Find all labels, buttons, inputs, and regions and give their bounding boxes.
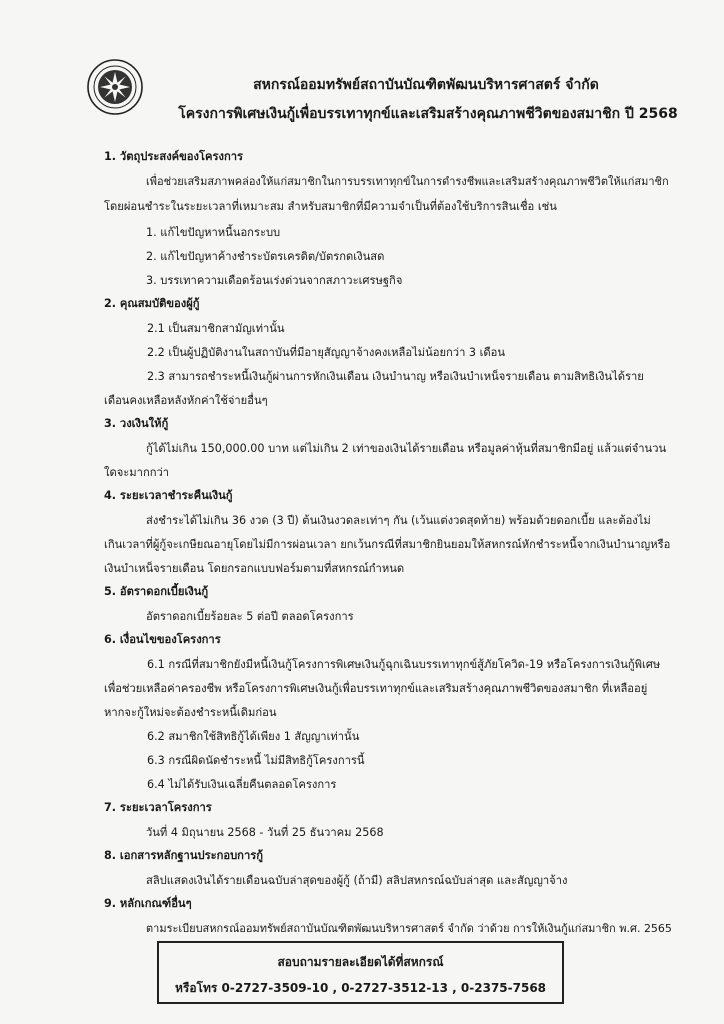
cooperative-seal-logo — [86, 58, 144, 116]
paragraph: วันที่ 4 มิถุนายน 2568 - วันที่ 25 ธันวาคม 2568 — [146, 826, 384, 839]
section-heading: 4. ระยะเวลาชำระคืนเงินกู้ — [104, 489, 233, 502]
list-item: 6.2 สมาชิกใช้สิทธิกู้ได้เพียง 1 สัญญาเท่านั้น — [147, 730, 360, 743]
list-item: 2. แก้ไขปัญหาค้างชำระบัตรเครดิต/บัตรกดเงินสด — [146, 250, 385, 263]
paragraph: ส่งชำระได้ไม่เกิน 36 งวด (3 ปี) ต้นเงินงวดละเท่าๆ กัน (เว้นแต่งวดสุดท้าย) พร้อมด้วยดอกเบี้ย และต้องไม่ — [146, 514, 651, 527]
paragraph: สลิปแสดงเงินได้รายเดือนฉบับล่าสุดของผู้กู้ (ถ้ามี) สลิปสหกรณ์ฉบับล่าสุด และสัญญาจ้าง — [146, 874, 568, 887]
section-heading: 3. วงเงินให้กู้ — [104, 417, 169, 430]
contact-heading: สอบถามรายละเอียดได้ที่สหกรณ์ — [277, 955, 444, 969]
section-heading: 8. เอกสารหลักฐานประกอบการกู้ — [104, 849, 264, 862]
section-heading: 6. เงื่อนไขของโครงการ — [104, 633, 221, 646]
project-title: โครงการพิเศษเงินกู้เพื่อบรรเทาทุกข์และเสริมสร้างคุณภาพชีวิตของสมาชิก ปี 2568 — [178, 106, 678, 122]
paragraph: เดือนคงเหลือหลังหักค่าใช้จ่ายอื่นๆ — [104, 394, 268, 407]
list-item: 3. บรรเทาความเดือดร้อนเร่งด่วนจากสภาวะเศรษฐกิจ — [146, 274, 403, 287]
contact-phones: หรือโทร 0-2727-3509-10 , 0-2727-3512-13 , 0-2375-7568 — [174, 981, 547, 995]
paragraph: ตามระเบียบสหกรณ์ออมทรัพย์สถาบันบัณฑิตพัฒนบริหารศาสตร์ จำกัด ว่าด้วย การให้เงินกู้แก่สมาชิก พ.ศ. 2565 — [146, 922, 672, 935]
list-item: 6.4 ไม่ได้รับเงินเฉลี่ยคืนตลอดโครงการ — [147, 778, 337, 791]
section-heading: 2. คุณสมบัติของผู้กู้ — [104, 297, 200, 310]
list-item: 2.1 เป็นสมาชิกสามัญเท่านั้น — [147, 322, 285, 335]
list-item: 2.3 สามารถชำระหนี้เงินกู้ผ่านการหักเงินเดือน เงินบำนาญ หรือเงินบำเหน็จรายเดือน ตามสิทธิเงินได้ราย — [147, 370, 644, 383]
list-item: 1. แก้ไขปัญหาหนี้นอกระบบ — [146, 226, 281, 239]
section-heading: 5. อัตราดอกเบี้ยเงินกู้ — [104, 585, 209, 598]
paragraph: เกินเวลาที่ผู้กู้จะเกษียณอายุโดยไม่มีการผ่อนเวลา ยกเว้นกรณีที่สมาชิกยินยอมให้สหกรณ์หักชำระหนี้จากเงินบำนาญหรือ — [104, 538, 671, 551]
contact-box — [157, 941, 564, 1004]
list-item: 6.1 กรณีที่สมาชิกยังมีหนี้เงินกู้โครงการพิเศษเงินกู้ฉุกเฉินบรรเทาทุกข์สู้ภัยโควิด-19 หรือโครงการเงินกู้พิเศษ — [147, 658, 661, 671]
section-heading: 7. ระยะเวลาโครงการ — [104, 801, 212, 814]
paragraph: เพื่อช่วยเสริมสภาพคล่องให้แก่สมาชิกในการบรรเทาทุกข์ในการดำรงชีพและเสริมสร้างคุณภาพชีวิตให้แก่สมาชิก — [146, 175, 669, 188]
section-heading: 1. วัตถุประสงค์ของโครงการ — [104, 150, 244, 163]
paragraph: เพื่อช่วยเหลือค่าครองชีพ หรือโครงการพิเศษเงินกู้เพื่อบรรเทาทุกข์และเสริมสร้างคุณภาพชีวิตของสมาชิก ที่เหลืออยู่ — [104, 682, 648, 695]
paragraph: หากจะกู้ใหม่จะต้องชำระหนี้เดิมก่อน — [104, 706, 277, 719]
paragraph: ใดจะมากกว่า — [104, 466, 170, 479]
cooperative-name: สหกรณ์ออมทรัพย์สถาบันบัณฑิตพัฒนบริหารศาสตร์ จำกัด — [253, 77, 599, 93]
paragraph: โดยผ่อนชำระในระยะเวลาที่เหมาะสม สำหรับสมาชิกที่มีความจำเป็นที่ต้องใช้บริการสินเชื่อ เช่น — [104, 200, 557, 213]
section-heading: 9. หลักเกณฑ์อื่นๆ — [104, 897, 192, 910]
list-item: 6.3 กรณีผิดนัดชำระหนี้ ไม่มีสิทธิกู้โครงการนี้ — [147, 754, 365, 767]
paragraph: กู้ได้ไม่เกิน 150,000.00 บาท แต่ไม่เกิน 2 เท่าของเงินได้รายเดือน หรือมูลค่าหุ้นที่สมาชิกมีอยู่ แล้วแต่จำนวน — [146, 442, 667, 455]
list-item: 2.2 เป็นผู้ปฏิบัติงานในสถาบันที่มีอายุสัญญาจ้างคงเหลือไม่น้อยกว่า 3 เดือน — [147, 346, 506, 359]
paragraph: อัตราดอกเบี้ยร้อยละ 5 ต่อปี ตลอดโครงการ — [146, 610, 354, 623]
paragraph: เงินบำเหน็จรายเดือน โดยกรอกแบบฟอร์มตามที่สหกรณ์กำหนด — [104, 562, 405, 575]
